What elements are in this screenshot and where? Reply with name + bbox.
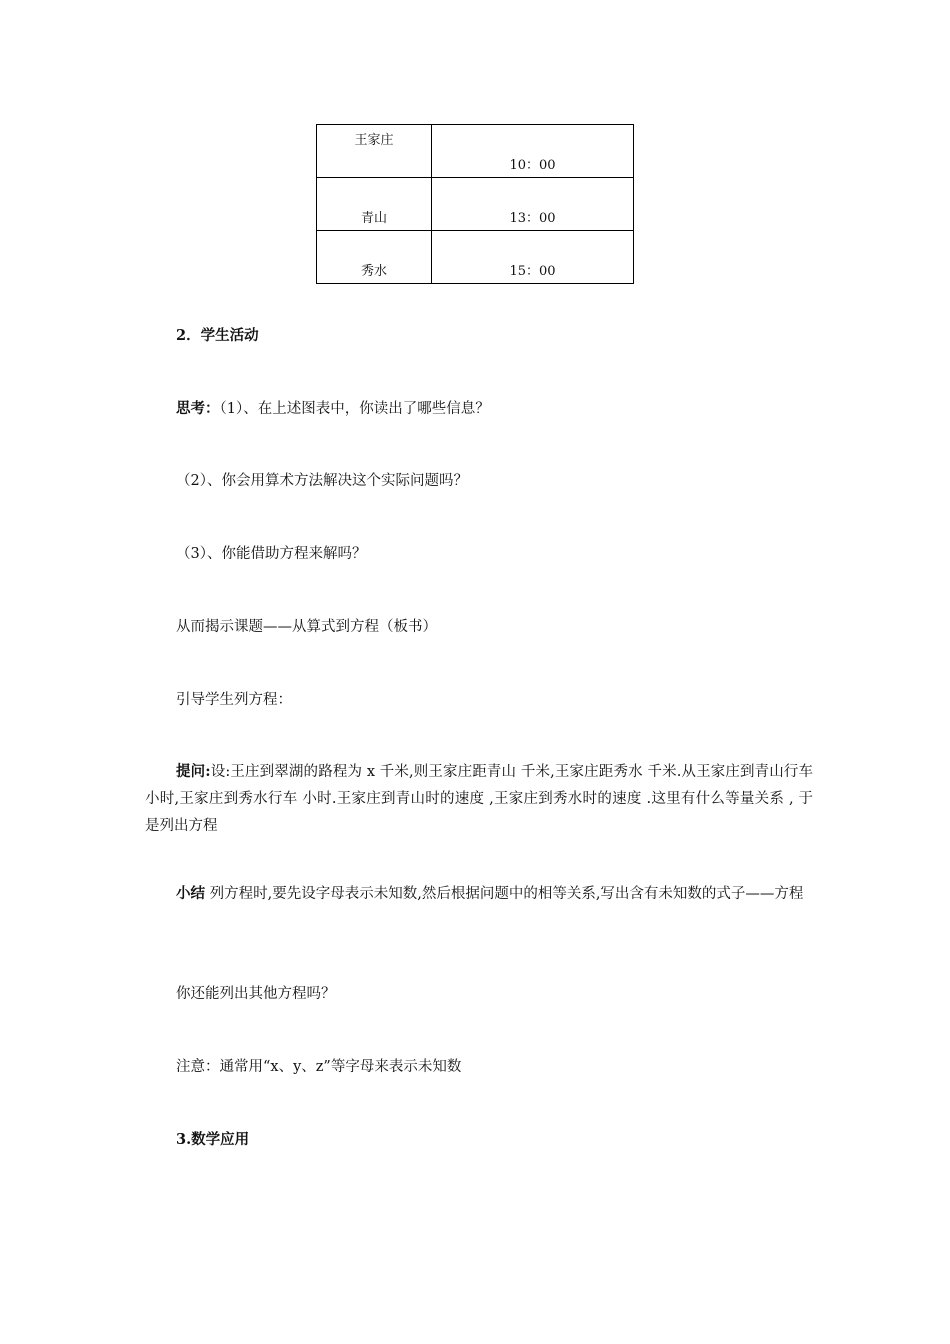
think-question-2: （2）、你会用算术方法解决这个实际问题吗？ — [176, 473, 468, 489]
other-equation-question: 你还能列出其他方程吗？ — [176, 986, 336, 1002]
think-label: 思考： — [176, 400, 220, 417]
question-label: 提问: — [176, 763, 211, 780]
question-text: 设:王庄到翠湖的路程为 x 千米,则王家庄距青山 千米,王家庄距秀水 千米.从王家庄到青山行车 小时,王家庄到秀水行车 小时.王家庄到青山时的速度 ,王家庄到秀水时的速度 .这里有什么等量关系 , 于是列出方程 — [145, 764, 813, 834]
table-row — [317, 231, 634, 284]
summary-label: 小结 — [176, 885, 205, 902]
time-cell: 13：00 — [432, 178, 634, 231]
place-cell: 青山 — [317, 178, 432, 231]
place-cell: 秀水 — [317, 231, 432, 284]
section-3-heading: 3.数学应用 — [176, 1131, 250, 1148]
think-q1-text: （1）、在上述图表中，你读出了哪些信息？ — [219, 401, 490, 417]
time-cell: 10：00 — [432, 125, 634, 178]
summary-text: 列方程时,要先设字母表示未知数,然后根据问题中的相等关系,写出含有未知数的式子——方程 — [205, 886, 804, 902]
table-row — [317, 125, 634, 178]
think-question-1 — [176, 397, 490, 418]
section-2-heading: 2．学生活动 — [176, 327, 259, 344]
note-text: 注意：通常用“x、y、z”等字母来表示未知数 — [176, 1059, 462, 1075]
schedule-table — [316, 124, 634, 284]
place-cell: 王家庄 — [317, 125, 432, 178]
guide-text: 引导学生列方程： — [176, 692, 292, 708]
think-question-3: （3）、你能借助方程来解吗？ — [176, 546, 367, 562]
summary-paragraph — [145, 880, 813, 908]
question-paragraph — [145, 758, 813, 840]
time-cell: 15：00 — [432, 231, 634, 284]
table-row — [317, 178, 634, 231]
reveal-topic: 从而揭示课题——从算式到方程（板书） — [176, 619, 437, 635]
